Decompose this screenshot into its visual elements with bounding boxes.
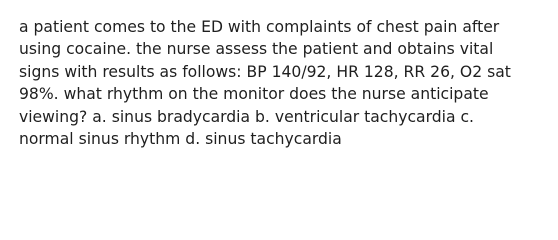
question-line: 98%. what rhythm on the monitor does the nurse anticipate <box>19 85 489 104</box>
question-text <box>19 16 540 150</box>
question-line: signs with results as follows: BP 140/92, HR 128, RR 26, O2 sat <box>19 62 511 81</box>
question-line: a patient comes to the ED with complaints of chest pain after <box>19 18 500 36</box>
question-line: using cocaine. the nurse assess the patient and obtains vital <box>19 40 494 59</box>
question-line: normal sinus rhythm d. sinus tachycardia <box>19 130 342 149</box>
question-line: viewing? a. sinus bradycardia b. ventricular tachycardia c. <box>19 107 475 126</box>
